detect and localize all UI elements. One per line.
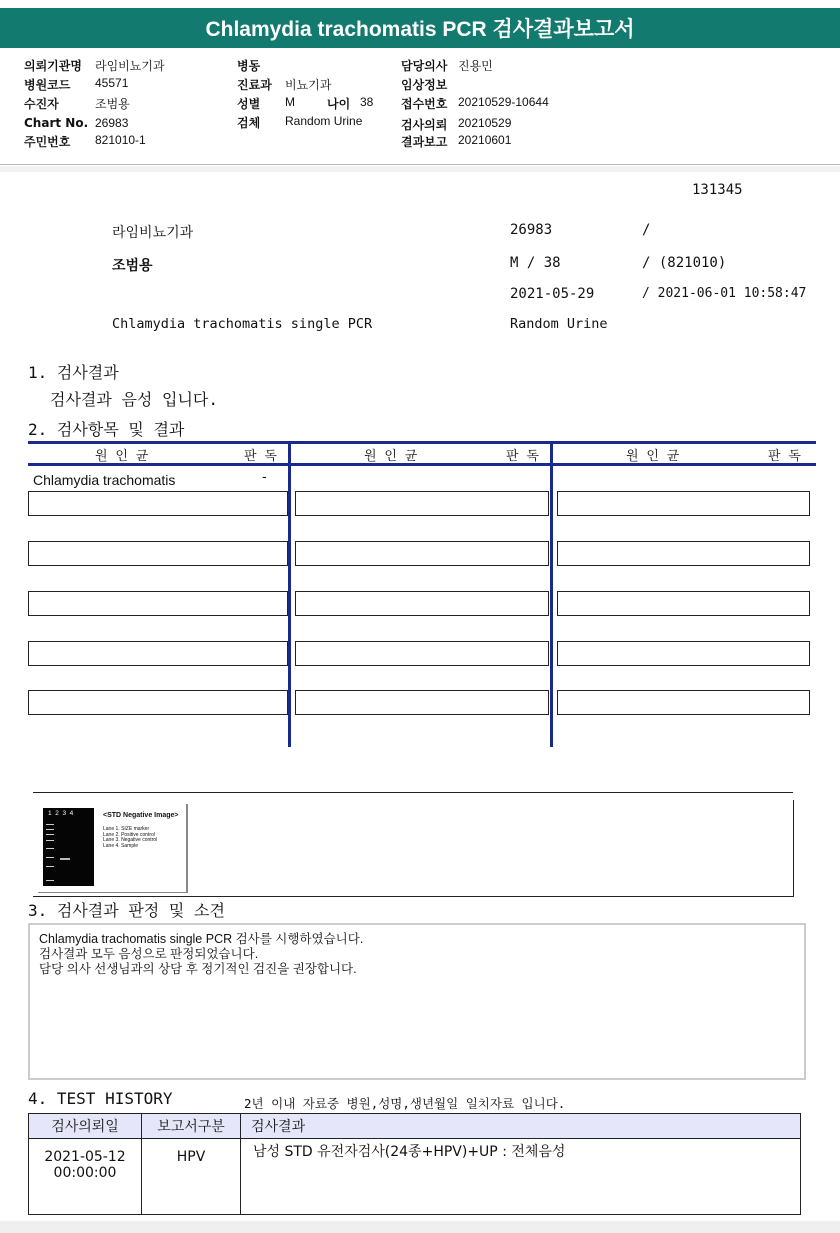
summary-chart-no: 26983 bbox=[510, 222, 553, 238]
result-cell bbox=[295, 690, 549, 715]
history-col-type: 보고서구분 bbox=[142, 1114, 241, 1139]
result-cell bbox=[557, 491, 810, 516]
opinion-line: 검사결과 모두 음성으로 판정되었습니다. bbox=[39, 947, 259, 961]
sex-label: 성별 bbox=[237, 97, 261, 111]
col-pathogen-header-2: 원 인 균 bbox=[364, 449, 418, 464]
report-date-label: 결과보고 bbox=[401, 135, 448, 149]
result-cell bbox=[28, 541, 288, 566]
gel-band bbox=[46, 834, 54, 835]
gel-band bbox=[46, 857, 54, 858]
summary-specimen: Random Urine bbox=[510, 316, 608, 332]
col-judgement-header-1: 판 독 bbox=[244, 449, 277, 464]
summary-hospital: 라임비뇨기과 bbox=[112, 225, 194, 241]
resident-no-value: 821010-1 bbox=[95, 133, 146, 147]
grid-top-rule bbox=[28, 441, 816, 444]
history-col-result: 검사결과 bbox=[241, 1114, 801, 1139]
result-cell bbox=[557, 690, 810, 715]
hospital-code-label: 병원코드 bbox=[24, 78, 71, 92]
section2-heading: 2. 검사항목 및 결과 bbox=[28, 420, 185, 439]
request-date-label: 검사의뢰 bbox=[401, 118, 448, 132]
pathogen-name: Chlamydia trachomatis bbox=[33, 472, 176, 488]
history-date: 2021-05-12 bbox=[44, 1149, 126, 1165]
gel-band bbox=[46, 880, 54, 881]
gel-legend-item: Lane 4. Sample bbox=[103, 842, 139, 849]
opinion-line: Chlamydia trachomatis single PCR 검사를 시행하였습니다. bbox=[39, 932, 364, 946]
patient-label: 수진자 bbox=[24, 97, 59, 111]
hospital-name-value: 라임비뇨기과 bbox=[95, 59, 165, 73]
header-shadow bbox=[0, 166, 840, 172]
opinion-box bbox=[28, 923, 806, 1080]
section1-result: 검사결과 음성 입니다. bbox=[50, 390, 219, 409]
history-time: 00:00:00 bbox=[53, 1165, 117, 1181]
gel-caption: <STD Negative Image> bbox=[103, 812, 179, 819]
chart-no-value: 26983 bbox=[95, 116, 129, 130]
result-cell bbox=[28, 641, 288, 666]
result-cell bbox=[557, 541, 810, 566]
pathogen-judgement: - bbox=[262, 470, 267, 485]
ward-label: 병동 bbox=[237, 59, 261, 73]
gel-lane-numbers: 1 2 3 4 bbox=[48, 810, 74, 817]
gel-image-panel bbox=[38, 804, 188, 893]
section4-heading: 4. TEST HISTORY bbox=[28, 1089, 173, 1108]
gel-band bbox=[46, 866, 54, 867]
history-result: 남성 STD 유전자검사(24종+HPV)+UP : 전체음성 bbox=[241, 1139, 801, 1215]
history-header-row bbox=[29, 1114, 801, 1139]
summary-sex-age: M / 38 bbox=[510, 255, 561, 271]
section1-heading: 1. 검사결과 bbox=[28, 363, 119, 382]
specimen-value: Random Urine bbox=[285, 114, 363, 128]
doctor-label: 담당의사 bbox=[401, 59, 448, 73]
table-row bbox=[29, 1139, 801, 1215]
report-title: Chlamydia trachomatis PCR 검사결과보고서 bbox=[0, 8, 840, 48]
opinion-line: 담당 의사 선생님과의 상담 후 정기적인 검진을 권장합니다. bbox=[39, 962, 357, 976]
age-value: 38 bbox=[360, 95, 374, 109]
section3-heading: 3. 검사결과 판정 및 소견 bbox=[28, 901, 225, 920]
gel-legend-item: Lane 3. Negative control bbox=[103, 837, 158, 843]
col-judgement-header-2: 판 독 bbox=[506, 449, 539, 464]
result-cell bbox=[295, 491, 549, 516]
history-note: 2년 이내 자료중 병원,성명,생년월일 일치자료 입니다. bbox=[244, 1096, 566, 1111]
summary-patient: 조범용 bbox=[112, 258, 153, 274]
summary-received: 2021-05-29 bbox=[510, 286, 595, 302]
resident-no-label: 주민번호 bbox=[24, 135, 71, 149]
patient-value: 조범용 bbox=[95, 97, 130, 111]
summary-test-name: Chlamydia trachomatis single PCR bbox=[112, 316, 373, 332]
summary-reported: / 2021-06-01 10:58:47 bbox=[642, 286, 807, 301]
receipt-no-label: 접수번호 bbox=[401, 97, 448, 111]
result-cell bbox=[295, 641, 549, 666]
gel-band bbox=[46, 824, 54, 825]
result-cell bbox=[295, 591, 549, 616]
result-cell bbox=[28, 491, 288, 516]
result-cell bbox=[557, 591, 810, 616]
department-label: 진료과 bbox=[237, 78, 272, 92]
history-type: HPV bbox=[142, 1139, 241, 1215]
gel-image bbox=[43, 808, 94, 886]
gel-top-rule bbox=[33, 792, 793, 793]
gel-legend bbox=[103, 827, 157, 849]
history-col-date: 검사의뢰일 bbox=[29, 1114, 142, 1139]
gel-band bbox=[46, 848, 54, 849]
gel-band bbox=[46, 840, 54, 841]
history-date-cell bbox=[29, 1139, 142, 1215]
chart-no-label: Chart No. bbox=[24, 116, 89, 130]
clinical-info-label: 임상정보 bbox=[401, 78, 448, 92]
hospital-name-label: 의뢰기관명 bbox=[24, 59, 82, 73]
gel-band bbox=[60, 858, 70, 860]
history-table bbox=[28, 1113, 801, 1215]
result-cell bbox=[28, 690, 288, 715]
request-date-value: 20210529 bbox=[458, 116, 512, 130]
hospital-code-value: 45571 bbox=[95, 76, 129, 90]
age-label: 나이 bbox=[327, 97, 351, 111]
result-cell bbox=[28, 591, 288, 616]
sex-value: M bbox=[285, 95, 295, 109]
result-cell bbox=[295, 541, 549, 566]
grid-divider-2 bbox=[550, 441, 553, 747]
grid-divider-1 bbox=[288, 441, 291, 747]
specimen-label: 검체 bbox=[237, 116, 261, 130]
summary-id: / (821010) bbox=[642, 255, 727, 271]
page-footer-band bbox=[0, 1221, 840, 1233]
header-divider bbox=[0, 164, 840, 165]
summary-slash: / bbox=[642, 222, 651, 238]
department-value: 비뇨기과 bbox=[285, 78, 332, 92]
gel-legend-item: Lane 2. Positive control bbox=[103, 831, 155, 838]
gel-legend-item: Lane 1. SIZE marker bbox=[103, 826, 150, 832]
report-date-value: 20210601 bbox=[458, 133, 512, 147]
doctor-value: 진용민 bbox=[458, 59, 493, 73]
col-judgement-header-3: 판 독 bbox=[768, 449, 801, 464]
result-cell bbox=[557, 641, 810, 666]
col-pathogen-header-3: 원 인 균 bbox=[626, 449, 680, 464]
gel-band bbox=[46, 829, 54, 830]
document-number: 131345 bbox=[692, 182, 743, 198]
col-pathogen-header-1: 원 인 균 bbox=[95, 449, 149, 464]
receipt-no-value: 20210529-10644 bbox=[458, 95, 549, 109]
